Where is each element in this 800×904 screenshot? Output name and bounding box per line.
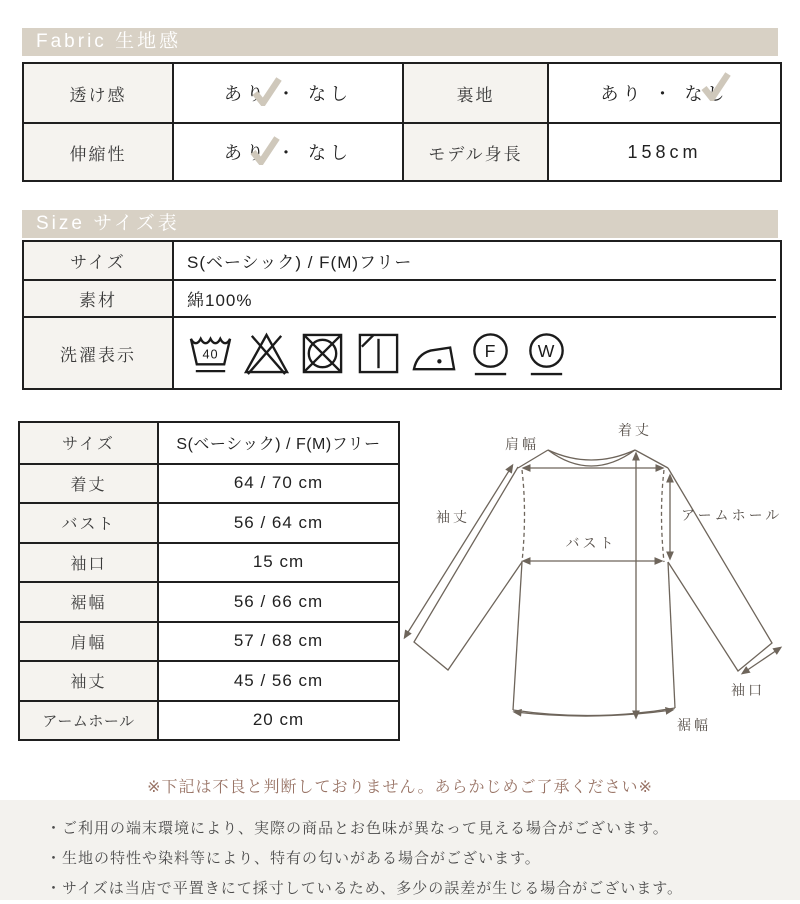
svg-text:40: 40 <box>202 345 219 361</box>
diagram-label-shoulder-width: 肩幅 <box>505 436 539 452</box>
diagram-label-cuff: 袖口 <box>731 682 765 698</box>
checkmark-icon <box>252 76 282 106</box>
fabric-label-model-height: モデル身長 <box>402 122 547 180</box>
measure-value-body-length: 64 / 70 cm <box>157 463 398 503</box>
measure-label-cuff: 袖口 <box>20 542 157 582</box>
note-item: ・生地の特性や染料等により、特有の匂いがある場合がございます。 <box>46 850 541 867</box>
disclaimer-heading: ※下記は不良と判断しておりません。あらかじめご了承ください※ <box>147 779 653 796</box>
measure-label-body-length: 着丈 <box>20 463 157 503</box>
measure-value-bust: 56 / 64 cm <box>157 502 398 542</box>
dry-clean-f-icon <box>467 330 514 377</box>
care-label: 洗濯表示 <box>24 316 172 388</box>
diagram-label-sleeve-length: 袖丈 <box>436 509 470 525</box>
no-bleach-icon <box>243 330 290 377</box>
fabric-value-lining: あり ・ なし <box>547 64 780 122</box>
shade-line-dry-icon <box>355 330 402 377</box>
measure-value-armhole: 20 cm <box>157 700 398 740</box>
garment-measurement-diagram <box>398 418 794 748</box>
diagram-label-hem-width: 裾幅 <box>677 717 711 733</box>
fabric-label-lining: 裏地 <box>402 64 547 122</box>
measurement-arrows <box>405 454 783 717</box>
checkmark-icon <box>250 135 280 165</box>
size-label: サイズ <box>24 242 172 279</box>
measure-value-shoulder-width: 57 / 68 cm <box>157 621 398 661</box>
material-value: 綿100% <box>172 279 776 316</box>
measure-label-shoulder-width: 肩幅 <box>20 621 157 661</box>
measure-label-sleeve-length: 袖丈 <box>20 660 157 700</box>
fabric-label-stretch: 伸縮性 <box>24 122 172 180</box>
iron-low-icon <box>411 330 458 377</box>
size-section-title: Size サイズ表 <box>22 210 778 238</box>
disclaimer-notes <box>0 800 800 900</box>
diagram-label-bust: バスト <box>565 535 617 551</box>
diagram-label-armhole: アームホール <box>681 507 783 523</box>
fabric-value-stretch: あり ・ なし <box>172 122 402 180</box>
fabric-value-model-height: 158cm <box>547 122 780 180</box>
fabric-table <box>22 62 782 182</box>
measure-label-armhole: アームホール <box>20 700 157 740</box>
note-item: ・サイズは当店で平置きにて採寸しているため、多少の誤差が生じる場合がございます。 <box>46 880 684 897</box>
size-value: S(ベーシック) / F(M)フリー <box>172 242 776 279</box>
measure-value-hem-width: 56 / 66 cm <box>157 581 398 621</box>
measurement-table <box>18 421 400 741</box>
checkmark-icon <box>701 71 731 101</box>
measure-label-hem-width: 裾幅 <box>20 581 157 621</box>
measure-header-label: サイズ <box>20 423 157 463</box>
svg-text:W: W <box>537 340 556 361</box>
wash-40-icon <box>187 330 234 377</box>
material-label: 素材 <box>24 279 172 316</box>
fabric-label-sheerness: 透け感 <box>24 64 172 122</box>
care-symbols-row <box>172 316 776 388</box>
measure-label-bust: バスト <box>20 502 157 542</box>
garment-outline <box>414 450 772 716</box>
diagram-label-body-length: 着丈 <box>618 422 652 438</box>
measure-value-cuff: 15 cm <box>157 542 398 582</box>
size-info-table <box>22 240 782 390</box>
wet-clean-w-icon <box>523 330 570 377</box>
fabric-section-title: Fabric 生地感 <box>22 28 778 56</box>
svg-text:F: F <box>484 340 497 361</box>
fabric-value-sheerness: あり ・ なし <box>172 64 402 122</box>
measure-header-value: S(ベーシック) / F(M)フリー <box>157 423 398 463</box>
measure-value-sleeve-length: 45 / 56 cm <box>157 660 398 700</box>
note-item: ・ご利用の端末環境により、実際の商品とお色味が異なって見える場合がございます。 <box>46 820 669 837</box>
no-tumble-dry-icon <box>299 330 346 377</box>
